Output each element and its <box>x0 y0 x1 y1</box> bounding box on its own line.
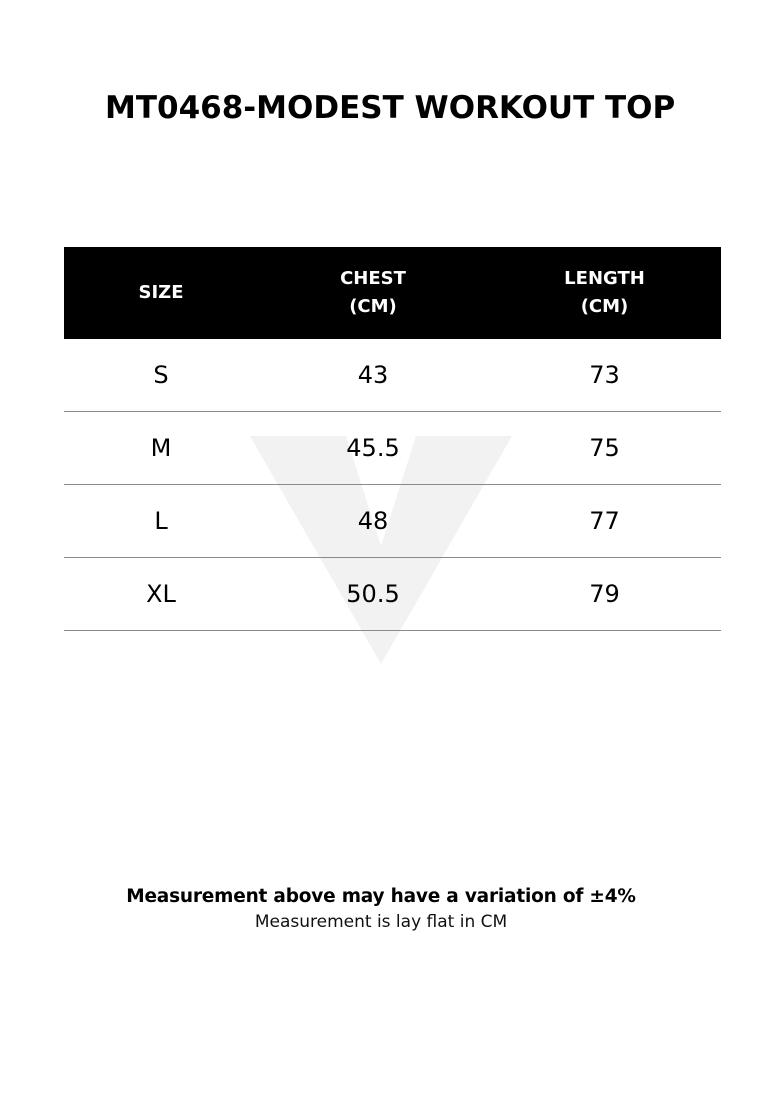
table-header-row <box>64 247 721 339</box>
variation-note: Measurement above may have a variation of ±4% <box>126 886 636 907</box>
chest-cell: 48 <box>357 507 389 535</box>
length-cell: 73 <box>589 361 620 389</box>
header-chest: CHEST (CM) <box>340 268 406 317</box>
chest-cell: 43 <box>357 361 389 389</box>
size-chart-table <box>64 247 721 631</box>
size-cell: S <box>153 361 169 389</box>
table-row <box>64 558 721 631</box>
size-cell: L <box>154 507 168 535</box>
table-row <box>64 339 721 412</box>
page-title: MT0468-MODEST WORKOUT TOP <box>105 90 676 126</box>
measurement-notes <box>0 884 762 934</box>
header-length: LENGTH (CM) <box>564 268 645 317</box>
chest-cell: 45.5 <box>346 434 400 462</box>
table-row <box>64 412 721 485</box>
measurement-method-note: Measurement is lay flat in CM <box>254 912 508 932</box>
length-cell: 77 <box>589 507 620 535</box>
header-size: SIZE <box>138 282 184 303</box>
length-cell: 75 <box>589 434 620 462</box>
size-cell: XL <box>146 580 176 608</box>
table-row <box>64 485 721 558</box>
length-cell: 79 <box>589 580 620 608</box>
size-cell: M <box>150 434 172 462</box>
chest-cell: 50.5 <box>346 580 400 608</box>
